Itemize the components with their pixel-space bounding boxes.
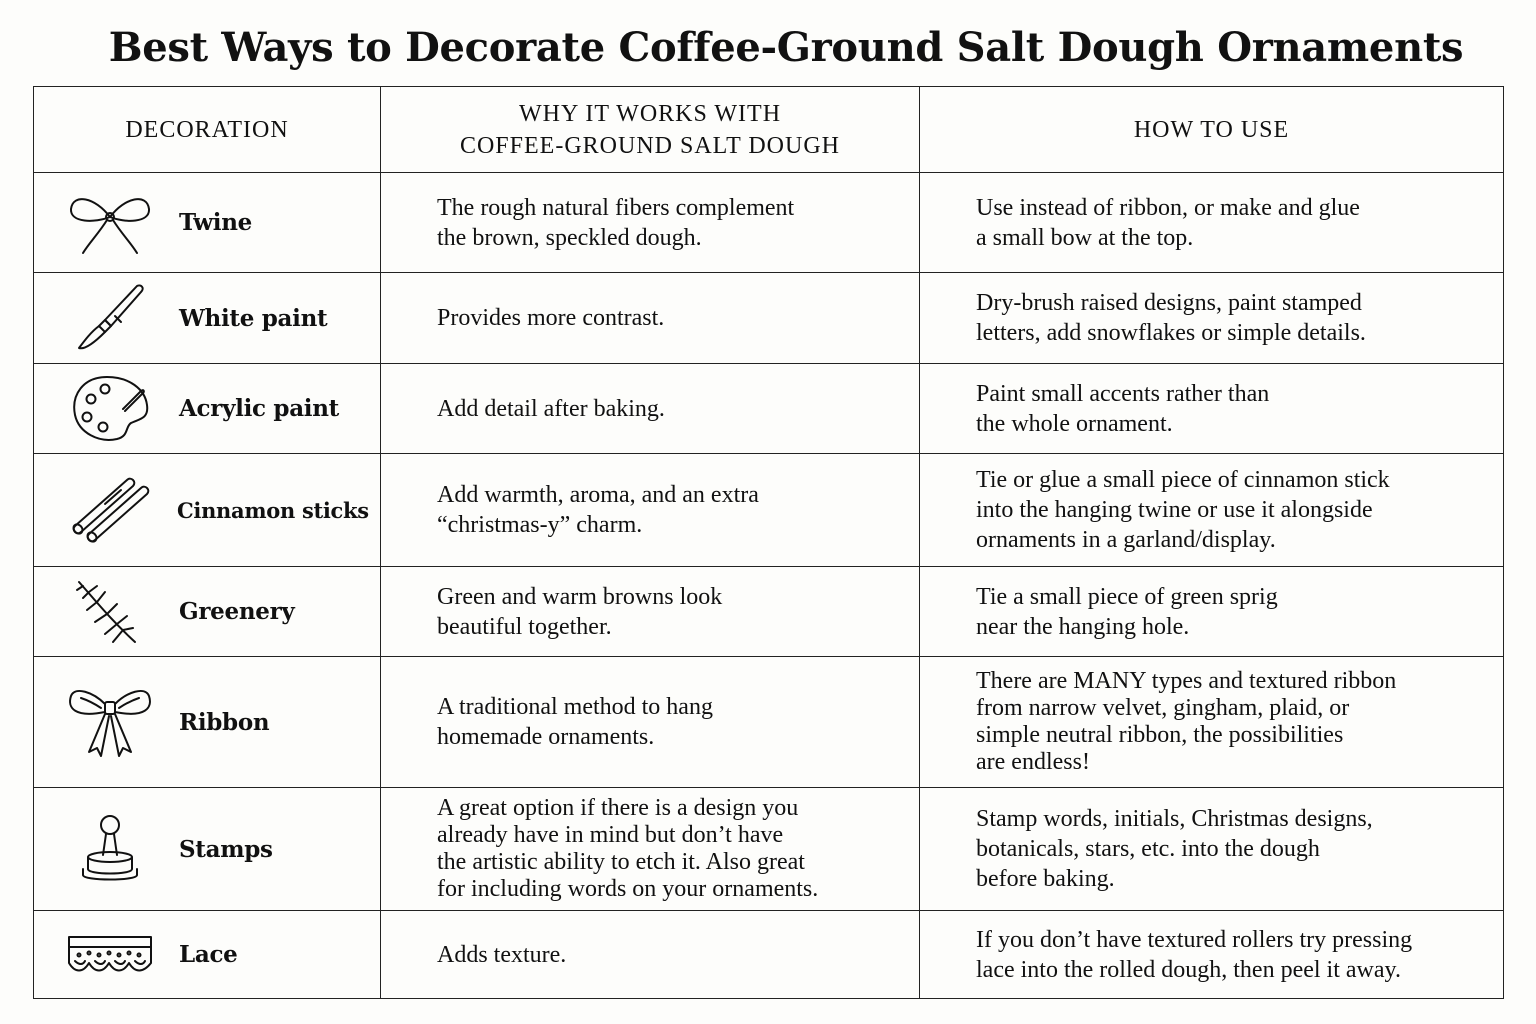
greenery-sprig-icon <box>65 576 155 648</box>
stamp-icon <box>65 813 155 885</box>
page-title: Best Ways to Decorate Coffee-Ground Salt Dough Ornaments <box>108 24 1464 71</box>
table-row <box>34 911 1504 999</box>
header-row <box>34 87 1504 173</box>
how-cell: Use instead of ribbon, or make and glue a small bow at the top. <box>920 173 1504 273</box>
why-cell: Add warmth, aroma, and an extra “christmas-y” charm. <box>381 454 920 567</box>
decoration-table <box>33 86 1504 999</box>
how-cell: Stamp words, initials, Christmas designs, botanicals, stars, etc. into the dough before baking. <box>920 788 1504 911</box>
table-row <box>34 173 1504 273</box>
how-cell: Tie or glue a small piece of cinnamon stick into the hanging twine or use it alongside ornaments in a garland/display. <box>920 454 1504 567</box>
decoration-name: White paint <box>179 304 328 332</box>
lace-trim-icon <box>65 919 155 991</box>
ribbon-bow-icon <box>65 686 155 758</box>
why-cell: Adds texture. <box>381 911 920 999</box>
decoration-name: Twine <box>179 209 252 236</box>
how-cell: Paint small accents rather than the whole ornament. <box>920 364 1504 454</box>
how-cell: Tie a small piece of green sprig near the hanging hole. <box>920 567 1504 657</box>
table-row <box>34 567 1504 657</box>
table-row <box>34 788 1504 911</box>
why-cell: Provides more contrast. <box>381 273 920 364</box>
table-row <box>34 657 1504 788</box>
why-cell: Add detail after baking. <box>381 364 920 454</box>
why-cell: Green and warm browns look beautiful together. <box>381 567 920 657</box>
header-why-line: COFFEE-GROUND SALT DOUGH <box>459 132 841 159</box>
header-how: HOW TO USE <box>920 87 1504 173</box>
why-cell: A great option if there is a design you already have in mind but don’t have the artistic ability to etch it. Also great for including words on your ornaments. <box>381 788 920 911</box>
header-why-line: WHY IT WORKS WITH <box>518 100 782 127</box>
table-row <box>34 454 1504 567</box>
twine-bow-icon <box>65 187 155 259</box>
decoration-name: Ribbon <box>179 708 270 736</box>
why-cell: A traditional method to hang homemade ornaments. <box>381 657 920 788</box>
how-cell: There are MANY types and textured ribbon from narrow velvet, gingham, plaid, or simple neutral ribbon, the possibilities are endless! <box>920 657 1504 788</box>
how-cell: If you don’t have textured rollers try pressing lace into the rolled dough, then peel it away. <box>920 911 1504 999</box>
decoration-name: Greenery <box>179 598 295 625</box>
cinnamon-sticks-icon <box>65 474 155 546</box>
decoration-name: Cinnamon sticks <box>177 497 369 523</box>
paintbrush-icon <box>65 282 155 354</box>
why-cell: The rough natural fibers complement the brown, speckled dough. <box>381 173 920 273</box>
how-cell: Dry-brush raised designs, paint stamped letters, add snowflakes or simple details. <box>920 273 1504 364</box>
table-row <box>34 364 1504 454</box>
header-why <box>381 87 920 173</box>
header-decoration: DECORATION <box>34 87 381 173</box>
decoration-name: Acrylic paint <box>179 395 339 422</box>
decoration-name: Lace <box>179 941 238 968</box>
paint-palette-icon <box>65 373 155 445</box>
table-row <box>34 273 1504 364</box>
decoration-name: Stamps <box>179 835 273 863</box>
